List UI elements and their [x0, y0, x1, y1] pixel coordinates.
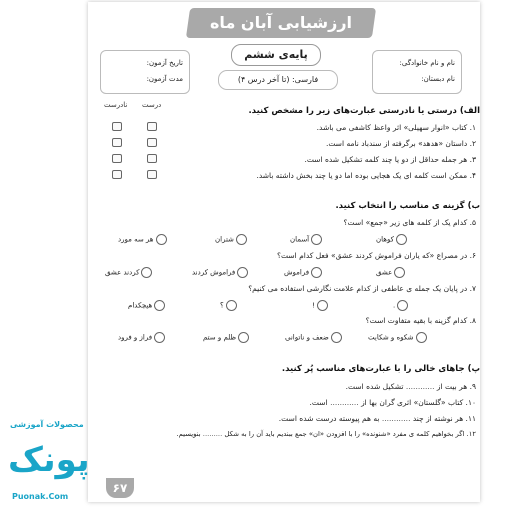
- mcq-option[interactable]: ؟: [220, 300, 237, 311]
- brand-tagline: محصولات آموزشی: [10, 420, 84, 429]
- radio-button[interactable]: [236, 234, 247, 245]
- mcq-question: ۷. در پایان یک جمله ی عاطفی از کدام علامت نگارشی استفاده می کنیم؟: [248, 284, 476, 293]
- mcq-option[interactable]: کردند عشق: [105, 267, 152, 278]
- mcq-option[interactable]: فراموش کردند: [192, 267, 248, 278]
- incorrect-checkbox[interactable]: [112, 138, 122, 147]
- name-label: نام و نام خانوادگی:: [399, 59, 455, 67]
- radio-button[interactable]: [394, 267, 405, 278]
- fill-blank-item: ۱۱. هر نوشته از چند ............ به هم پیوسته درست شده است.: [278, 414, 476, 423]
- header-correct: درست: [142, 101, 162, 109]
- mcq-question: ۸. کدام گزینه با بقیه متفاوت است؟: [365, 316, 476, 325]
- fill-blank-item: ۹. هر بیت از ............ تشکیل شده است.: [345, 382, 476, 391]
- incorrect-checkbox[interactable]: [112, 122, 122, 131]
- radio-button[interactable]: [311, 267, 322, 278]
- radio-button[interactable]: [396, 234, 407, 245]
- radio-button[interactable]: [238, 332, 249, 343]
- mcq-option[interactable]: .: [393, 300, 408, 311]
- incorrect-checkbox[interactable]: [112, 154, 122, 163]
- mcq-option[interactable]: هر سه مورد: [118, 234, 167, 245]
- radio-button[interactable]: [237, 267, 248, 278]
- brand-logo: پونک: [8, 440, 90, 480]
- radio-button[interactable]: [226, 300, 237, 311]
- blank-field[interactable]: ............: [330, 398, 359, 407]
- student-info-box: [372, 50, 462, 94]
- incorrect-checkbox[interactable]: [112, 170, 122, 179]
- school-label: نام دبستان:: [421, 75, 455, 83]
- blank-field[interactable]: .........: [202, 430, 223, 438]
- mcq-option[interactable]: !: [312, 300, 328, 311]
- exam-info-box: [100, 50, 190, 94]
- true-false-item: ۲. داستان «هدهد» برگرفته از سندباد نامه است.: [325, 139, 476, 148]
- mcq-option[interactable]: هیچکدام: [128, 300, 165, 311]
- fill-blank-item: ۱۰. کتاب «گلستان» اثری گران بها از ............ است.: [309, 398, 476, 407]
- mcq-option[interactable]: عشق: [376, 267, 405, 278]
- mcq-option[interactable]: ظلم و ستم: [203, 332, 249, 343]
- subject-badge: فارسی: (تا آخر درس ۴): [218, 70, 338, 90]
- mcq-question: ۶. در مصراع «که یاران فراموش کردند عشق» فعل کدام است؟: [277, 251, 476, 260]
- blank-field[interactable]: ............: [405, 382, 435, 391]
- grade-badge: پایه‌ی ششم: [231, 44, 321, 66]
- mcq-option[interactable]: شتران: [215, 234, 247, 245]
- true-false-item: ۳. هر جمله حداقل از دو یا چند کلمه تشکیل شده است.: [304, 155, 476, 164]
- radio-button[interactable]: [311, 234, 322, 245]
- radio-button[interactable]: [397, 300, 408, 311]
- radio-button[interactable]: [317, 300, 328, 311]
- section-b-title: ب) گزینه ی مناسب را انتخاب کنید.: [335, 201, 480, 211]
- mcq-option[interactable]: کوهان: [376, 234, 407, 245]
- radio-button[interactable]: [154, 300, 165, 311]
- correct-checkbox[interactable]: [147, 170, 157, 179]
- radio-button[interactable]: [156, 234, 167, 245]
- correct-checkbox[interactable]: [147, 122, 157, 131]
- true-false-item: ۱. کتاب «انوار سهیلی» اثر واعظ کاشفی می باشد.: [316, 123, 476, 132]
- mcq-option[interactable]: شکوه و شکایت: [368, 332, 427, 343]
- correct-checkbox[interactable]: [147, 154, 157, 163]
- header-incorrect: نادرست: [104, 101, 128, 109]
- mcq-option[interactable]: فراز و فرود: [118, 332, 165, 343]
- page-number: ۶۷: [106, 478, 134, 498]
- blank-field[interactable]: ............: [381, 414, 411, 423]
- duration-label: مدت آزمون:: [146, 75, 183, 83]
- fill-blank-item: ۱۲. اگر بخواهیم کلمه ی مفرد «شنونده» را با افزودن «ان» جمع ببندیم باید آن را به شکل ......... بنویسیم.: [176, 430, 476, 438]
- section-c-title: پ) جاهای خالی را با عبارت‌های مناسب پُر کنید.: [281, 364, 480, 374]
- section-a-title: الف) درستی یا نادرستی عبارت‌های زیر را مشخص کنید.: [248, 106, 480, 116]
- true-false-item: ۴. ممکن است کلمه ای یک هجایی بوده اما دو یا چند بخش داشته باشد.: [256, 171, 476, 180]
- radio-button[interactable]: [416, 332, 427, 343]
- page-title: ارزشیابی آبان ماه: [209, 13, 353, 32]
- mcq-option[interactable]: فراموش: [284, 267, 322, 278]
- correct-checkbox[interactable]: [147, 138, 157, 147]
- radio-button[interactable]: [154, 332, 165, 343]
- radio-button[interactable]: [141, 267, 152, 278]
- brand-url: Puonak.Com: [12, 492, 69, 501]
- mcq-option[interactable]: ضعف و ناتوانی: [285, 332, 342, 343]
- mcq-option[interactable]: آسمان: [290, 234, 322, 245]
- date-label: تاریخ آزمون:: [146, 59, 183, 67]
- radio-button[interactable]: [331, 332, 342, 343]
- mcq-question: ۵. کدام یک از کلمه های زیر «جمع» است؟: [343, 218, 476, 227]
